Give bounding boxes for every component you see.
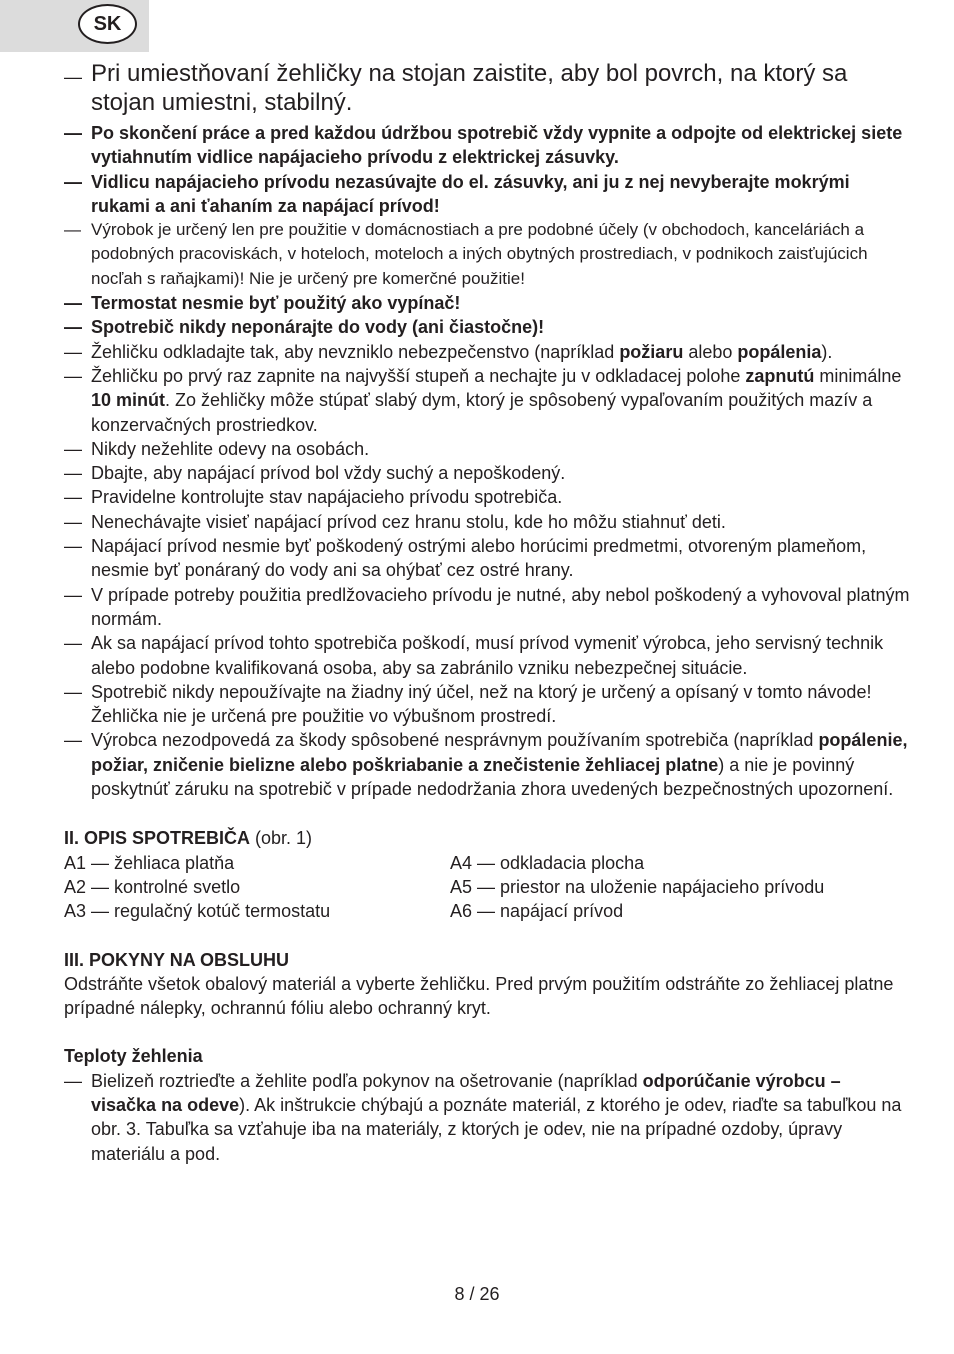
dash-bullet: —	[64, 584, 82, 605]
dash-bullet: —	[64, 1070, 82, 1091]
dash-bullet: —	[64, 681, 82, 702]
instruction-text: Ak sa napájací prívod tohto spotrebiča poškodí, musí prívod vymeniť výrobca, jeho servisný technik alebo podobne kvalifikovaná osoba, aby sa zabránilo vzniku nebezpečnej situácie.	[91, 633, 884, 678]
dash-bullet: —	[64, 536, 82, 557]
subheading-ironing-temperatures: Teploty žehlenia	[64, 1046, 203, 1067]
dash-bullet: —	[64, 67, 82, 87]
dash-bullet: —	[64, 317, 82, 338]
instruction-item	[64, 170, 910, 219]
temperature-instructions	[64, 1069, 910, 1166]
instruction-item	[64, 534, 910, 583]
instruction-text: popálenia	[737, 341, 822, 362]
instruction-text: alebo	[683, 341, 738, 362]
instruction-item	[64, 583, 910, 632]
instruction-text: Pravidelne kontrolujte stav napájacieho prívodu spotrebiča.	[91, 487, 563, 508]
instruction-text: Nikdy nežehlite odevy na osobách.	[91, 438, 370, 459]
parts-column-right	[450, 851, 824, 924]
part-item: A5 — priestor na uloženie napájacieho prívodu	[450, 876, 825, 897]
instruction-text: Výrobca nezodpovedá za škody spôsobené nesprávnym používaním spotrebiča (napríklad	[91, 730, 819, 751]
instruction-text: ) a nie je povinný poskytnúť záruku na spotrebič v prípade nedodržania zhora uvedených bezpečnostných upozornení.	[91, 754, 894, 800]
dash-bullet: —	[64, 438, 82, 459]
section-title: II. OPIS SPOTREBIČA	[64, 828, 251, 849]
instruction-text: požiaru	[619, 341, 684, 362]
dash-bullet: —	[64, 487, 82, 508]
instruction-text: V prípade potreby použitia predlžovacieho prívodu je nutné, aby nebol poškodený a vyhovoval platným normám.	[91, 584, 910, 629]
instruction-item	[64, 461, 910, 485]
instruction-text: Po skončení práce a pred každou údržbou spotrebič vždy vypnite a odpojte od elektrickej siete vytiahnutím vidlice napájacieho prívodu z elektrickej zásuvky.	[91, 123, 903, 168]
page-number: 8 / 26	[454, 1284, 500, 1304]
dash-bullet: —	[64, 511, 82, 532]
instruction-item	[64, 680, 910, 729]
dash-bullet: —	[64, 730, 82, 751]
dash-bullet: —	[64, 293, 82, 314]
instruction-text: Žehličku odkladajte tak, aby nevzniklo nebezpečenstvo (napríklad	[91, 341, 620, 362]
dash-bullet: —	[64, 171, 82, 192]
language-badge: SK	[78, 4, 137, 44]
instruction-text: odporúčanie výrobcu – visačka na odeve	[91, 1070, 841, 1115]
section-heading-operation: III. POKYNY NA OBSLUHU	[64, 949, 290, 970]
dash-bullet: —	[64, 341, 82, 362]
instruction-text: Žehličku po prvý raz zapnite na najvyšší stupeň a nechajte ju v odkladacej polohe	[91, 365, 746, 386]
instruction-text: ).	[821, 341, 833, 362]
language-tab	[0, 0, 149, 52]
instruction-item	[64, 121, 910, 170]
instruction-text: zapnutú	[745, 365, 815, 386]
page-content	[64, 60, 910, 1166]
instruction-text: Napájací prívod nesmie byť poškodený ostrými alebo horúcimi predmetmi, otvoreným plameňom, nesmie byť ponáraný do vody ani sa ohýbať cez ostré hrany.	[91, 536, 867, 581]
instruction-item	[64, 510, 910, 534]
instruction-item	[64, 340, 910, 364]
parts-column-left	[64, 851, 450, 924]
instruction-text: Dbajte, aby napájací prívod bol vždy suchý a nepoškodený.	[91, 463, 566, 484]
instruction-item	[64, 631, 910, 680]
instruction-item	[64, 218, 910, 291]
instruction-item	[64, 1069, 910, 1166]
instruction-item	[64, 728, 910, 801]
part-item: A3 — regulačný kotúč termostatu	[64, 901, 331, 922]
dash-bullet: —	[64, 633, 82, 654]
instruction-text: ). Ak inštrukcie chýbajú a poznáte materiál, z ktorého je odev, riaďte sa tabuľkou na obr. 3. Tabuľka sa vzťahuje iba na materiály, z ktorých je odev, nie na prípadné ozdoby, úpravy materiálu a pod.	[91, 1094, 902, 1164]
part-item: A1 — žehliaca platňa	[64, 852, 235, 873]
instruction-text: popálenie, požiar, zničenie bielizne alebo poškriabanie a znečistenie žehliacej platne	[91, 730, 908, 775]
instruction-item	[64, 437, 910, 461]
instruction-item	[64, 315, 910, 339]
part-item: A2 — kontrolné svetlo	[64, 876, 241, 897]
section-heading-description	[64, 826, 910, 850]
instruction-item	[64, 291, 910, 315]
instruction-item	[64, 364, 910, 437]
instruction-text: Nenechávajte visieť napájací prívod cez hranu stolu, kde ho môžu stiahnuť deti.	[91, 511, 726, 532]
instruction-text: Bielizeň roztrieďte a žehlite podľa pokynov na ošetrovanie (napríklad	[91, 1070, 643, 1091]
instruction-text: Termostat nesmie byť použitý ako vypínač!	[91, 293, 461, 314]
instruction-text: Pri umiestňovaní žehličky na stojan zaistite, aby bol povrch, na ktorý sa stojan umiestni, stabilný.	[91, 60, 848, 116]
dash-bullet: —	[64, 365, 82, 386]
instruction-text: . Zo žehličky môže stúpať slabý dym, ktorý je spôsobený vypaľovaním použitých mazív a konzervačných prostriedkov.	[91, 390, 873, 435]
instruction-item	[64, 485, 910, 509]
operation-paragraph: Odstráňte všetok obalový materiál a vyberte žehličku. Pred prvým použitím odstráňte zo žehliacej platne prípadné nálepky, ochrannú fóliu alebo ochranný kryt.	[64, 973, 894, 1019]
instruction-item	[64, 60, 910, 117]
instruction-text: Spotrebič nikdy nepoužívajte na žiadny iný účel, než na ktorý je určený a opísaný v tomto návode! Žehlička nie je určená pre použitie vo výbušnom prostredí.	[91, 681, 872, 727]
instruction-text: minimálne	[814, 365, 902, 386]
dash-bullet: —	[64, 463, 82, 484]
parts-list	[64, 851, 910, 924]
instruction-text: Spotrebič nikdy neponárajte do vody (ani čiastočne)!	[91, 317, 545, 338]
safety-instructions	[64, 60, 910, 801]
part-item: A4 — odkladacia plocha	[450, 852, 645, 873]
part-item: A6 — napájací prívod	[450, 901, 624, 922]
dash-bullet: —	[64, 123, 82, 143]
instruction-text: 10 minút	[91, 390, 166, 411]
dash-bullet: —	[64, 220, 81, 240]
instruction-text: Výrobok je určený len pre použitie v domácnostiach a pre podobné účely (v obchodoch, kanceláriách a podobných pracoviskách, v hoteloch, moteloch a iných obytných prostrediach, v podnikoch zaisťujúcich nocľah s raňajkami)! Nie je určený pre komerčné použitie!	[91, 220, 868, 288]
section-figure-ref: (obr. 1)	[250, 828, 313, 849]
instruction-text: Vidlicu napájacieho prívodu nezasúvajte do el. zásuvky, ani ju z nej nevyberajte mokrými rukami a ani ťahaním za napájací prívod!	[91, 171, 850, 216]
